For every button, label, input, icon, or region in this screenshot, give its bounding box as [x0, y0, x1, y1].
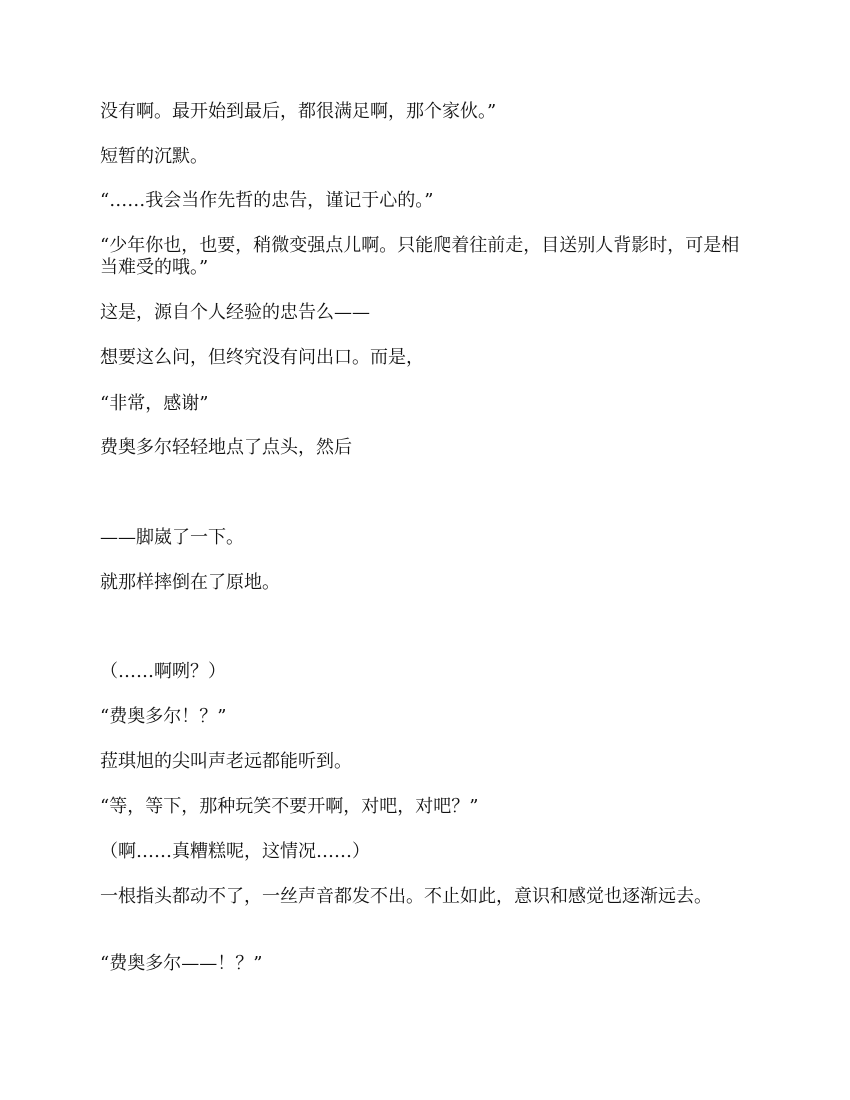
paragraph-6: 想要这么问，但终究没有问出口。而是， [100, 347, 424, 368]
paragraph-10: 就那样摔倒在了原地。 [100, 572, 280, 593]
paragraph-4: “少年你也，也要，稍微变强点儿啊。只能爬着往前走，目送别人背影时，可是相当难受的哦。” [100, 235, 740, 278]
paragraph-16: 一根指头都动不了，一丝声音都发不出。不止如此，意识和感觉也逐渐远去。 [100, 886, 712, 907]
paragraph-14: “等，等下，那种玩笑不要开啊，对吧，对吧？” [100, 796, 479, 817]
paragraph-11: （……啊咧？） [100, 661, 226, 682]
paragraph-17: “费奥多尔——！？” [100, 953, 263, 974]
paragraph-1: 没有啊。最开始到最后，都很满足啊，那个家伙。” [100, 101, 497, 122]
paragraph-9: ——脚崴了一下。 [100, 527, 244, 548]
paragraph-8: 费奥多尔轻轻地点了点头，然后 [100, 437, 352, 458]
paragraph-5: 这是，源自个人经验的忠告么—— [100, 302, 370, 323]
paragraph-15: （啊……真糟糕呢，这情况……） [100, 841, 370, 862]
paragraph-13: 菈琪旭的尖叫声老远都能听到。 [100, 751, 352, 772]
paragraph-2: 短暂的沉默。 [100, 146, 208, 167]
paragraph-7: “非常，感谢” [100, 393, 209, 414]
paragraph-12: “费奥多尔！？” [100, 706, 227, 727]
paragraph-3: “……我会当作先哲的忠告，谨记于心的。” [100, 190, 434, 211]
